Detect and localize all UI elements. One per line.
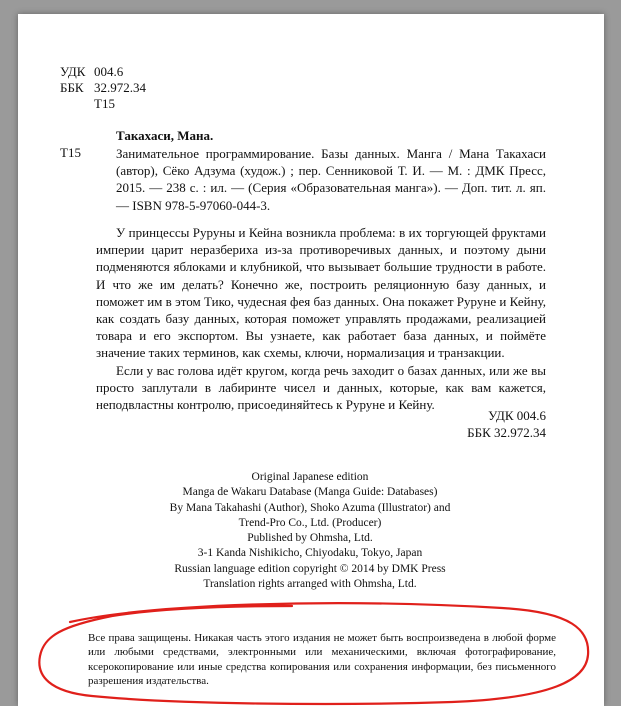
abstract	[96, 224, 546, 413]
bbk-row	[60, 80, 146, 96]
original-line: Russian language edition copyright © 2014 by DMK Press	[174, 562, 446, 575]
author-heading: Такахаси, Мана.	[116, 128, 214, 143]
rights-notice: Все права защищены. Никакая часть этого издания не может быть воспроизведена в любой форме или любыми средствами, электронными или механическими, включая фотографирование, ксерокопирование или иные средства копирования или сохранения информации, без письменного разрешения издательства.	[88, 632, 556, 688]
bbk-code: ББК 32.972.34	[467, 425, 546, 440]
udk-value: 004.6	[94, 64, 124, 79]
bbk-label: ББК	[60, 80, 84, 95]
udk-code: УДК 004.6	[488, 408, 546, 423]
book-page	[18, 14, 604, 706]
viewer-background-top	[0, 0, 621, 14]
original-line: 3-1 Kanda Nishikicho, Chiyodaku, Tokyo, Japan	[197, 547, 423, 560]
original-line: Translation rights arranged with Ohmsha, Ltd.	[203, 578, 417, 591]
classification-block	[60, 64, 146, 112]
original-edition-info	[138, 470, 482, 592]
bbk-value: 32.972.34	[94, 80, 146, 95]
original-line: Trend-Pro Co., Ltd. (Producer)	[238, 516, 382, 529]
abstract-paragraph: Если у вас голова идёт кругом, когда речь заходит о базах данных, или же вы просто заплутали в лабиринте чисел и данных, которые, как вам кажется, неподвластны контролю, присоединяйтесь к Руруне и Кейну.	[96, 362, 546, 413]
original-line: By Mana Takahashi (Author), Shoko Azuma (Illustrator) and	[169, 501, 451, 514]
udk-row	[60, 64, 146, 80]
original-line: Original Japanese edition	[251, 471, 369, 483]
author-sign: Т15	[94, 96, 115, 111]
udk-label: УДК	[60, 64, 86, 79]
classification-codes-right	[438, 407, 546, 441]
author-sign-left: Т15	[60, 145, 81, 160]
bibliographic-description: Занимательное программирование. Базы данных. Манга / Мана Такахаси (автор), Сёко Адзума (худож.) ; пер. Сенниковой Т. И. — М. : ДМК Пресс, 2015. — 238 с. : ил. — (Серия «Образовательная манга»). — Доп. тит. л. яп. — ISBN 978-5-97060-044-3.	[116, 146, 546, 213]
original-line: Published by Ohmsha, Ltd.	[247, 532, 373, 545]
original-line: Manga de Wakaru Database (Manga Guide: Databases)	[182, 486, 438, 499]
abstract-paragraph: У принцессы Руруны и Кейна возникла проблема: в их торгующей фруктами империи царит неразбериха из-за противоречивых данных, и поэтому дыни подменяются яблоками и клубникой, что вызывает большие трудности в работе. И что же им делать? Конечно же, построить реляционную базу данных, и поможет им в этом Тико, чудесная фея баз данных. Она покажет Руруне и Кейну, как создать базу данных, которая поможет управлять продажами, реализацией товара и его экспортом. Вы узнаете, как работает база данных, и поймёте значение таких терминов, как схемы, ключи, нормализация и транзакции.	[96, 225, 546, 361]
